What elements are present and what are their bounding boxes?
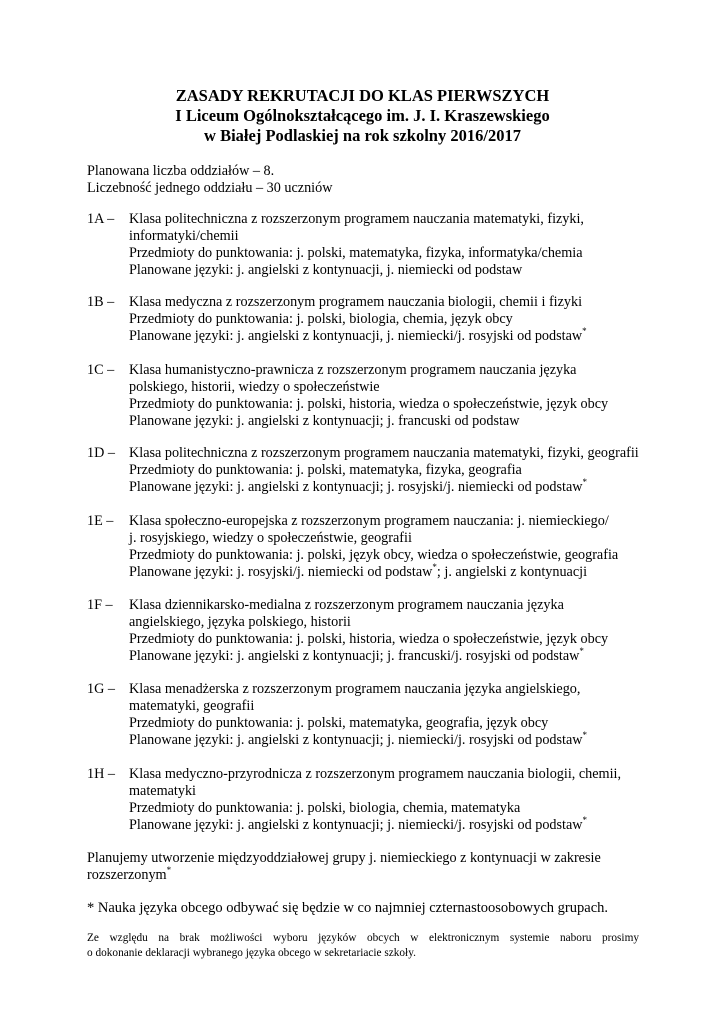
class-code: 1F – (87, 597, 113, 613)
class-code: 1G – (87, 681, 115, 697)
document-title: ZASADY REKRUTACJI DO KLAS PIERWSZYCH (175, 86, 550, 105)
scored-subjects: Przedmioty do punktowania: j. polski, matematyka, fizyka, geografia (129, 462, 522, 478)
class-description: Klasa dziennikarsko-medialna z rozszerzonym programem nauczania języka (129, 597, 564, 613)
planned-languages: Planowane języki: j. rosyjski/j. niemiecki od podstaw*; j. angielski z kontynuacji (129, 562, 588, 580)
class-code: 1D – (87, 445, 115, 461)
planned-classes-count: Planowana liczba oddziałów – 8. (87, 163, 275, 179)
scored-subjects: Przedmioty do punktowania: j. polski, historia, wiedza o społeczeństwie, język obcy (129, 396, 609, 412)
scored-subjects: Przedmioty do punktowania: j. polski, biologia, chemia, matematyka (129, 800, 521, 816)
footnote-mark: * (432, 562, 437, 572)
class-description: Klasa menadżerska z rozszerzonym programem nauczania języka angielskiego, (129, 681, 581, 697)
class-description-cont: informatyki/chemii (129, 228, 239, 244)
note-line: Ze względu na brak możliwości wyboru języków obcych w elektronicznym systemie naboru prosimy (87, 932, 639, 944)
class-description-cont: j. rosyjskiego, wiedzy o społeczeństwie, geografii (129, 530, 412, 546)
planned-languages: Planowane języki: j. angielski z kontynuacji, j. niemiecki/j. rosyjski od podstaw* (129, 326, 587, 344)
school-name: I Liceum Ogólnokształcącego im. J. I. Kraszewskiego (175, 106, 550, 125)
scored-subjects: Przedmioty do punktowania: j. polski, język obcy, wiedza o społeczeństwie, geografia (129, 547, 619, 563)
planned-languages: Planowane języki: j. angielski z kontynuacji; j. niemiecki/j. rosyjski od podstaw* (129, 815, 588, 833)
scored-subjects: Przedmioty do punktowania: j. polski, matematyka, geografia, język obcy (129, 715, 549, 731)
scored-subjects: Przedmioty do punktowania: j. polski, matematyka, fizyka, informatyka/chemia (129, 245, 583, 261)
footnote-mark: * (582, 815, 588, 825)
class-description: Klasa medyczno-przyrodnicza z rozszerzonym programem nauczania biologii, chemii, (129, 766, 622, 782)
class-description-cont: matematyki, geografii (129, 698, 255, 714)
planned-languages: Planowane języki: j. angielski z kontynuacji; j. rosyjski/j. niemiecki od podstaw* (129, 477, 588, 495)
class-description: Klasa medyczna z rozszerzonym programem nauczania biologii, chemii i fizyki (129, 294, 583, 310)
class-description: Klasa politechniczna z rozszerzonym programem nauczania matematyki, fizyki, geografii (129, 445, 639, 461)
class-description-cont: angielskiego, języka polskiego, historii (129, 614, 351, 630)
planned-languages: Planowane języki: j. angielski z kontynuacji; j. francuski od podstaw (129, 413, 520, 429)
footnote-mark: * (579, 646, 584, 656)
intro-info (87, 163, 687, 197)
note-line: o dokonanie deklaracji wybranego języka obcego w sekretariacie szkoły. (87, 947, 416, 959)
class-code: 1H – (87, 766, 115, 782)
class-code: 1E – (87, 513, 114, 529)
footnote-mark: * (582, 730, 588, 740)
footnote-mark: * (166, 865, 172, 875)
class-description-cont: polskiego, historii, wiedzy o społeczeństwie (129, 379, 380, 395)
language-declaration-note (87, 931, 639, 961)
group-note (87, 850, 647, 884)
group-note-line: Planujemy utworzenie międzyoddziałowej grupy j. niemieckiego z kontynuacji w zakresie (87, 850, 601, 866)
class-code: 1A – (87, 211, 115, 227)
footnote-text: * Nauka języka obcego odbywać się będzie w co najmniej czternastoosobowych grupach. (87, 900, 609, 916)
class-code: 1C – (87, 362, 115, 378)
class-code: 1B – (87, 294, 115, 310)
footnote-mark: * (582, 477, 588, 487)
class-description-cont: matematyki (129, 783, 196, 799)
group-note-line: rozszerzonym* (87, 865, 172, 883)
planned-languages: Planowane języki: j. angielski z kontynuacji, j. niemiecki od podstaw (129, 262, 523, 278)
planned-languages: Planowane języki: j. angielski z kontynuacji; j. francuski/j. rosyjski od podstaw* (129, 646, 584, 664)
class-size: Liczebność jednego oddziału – 30 uczniów (87, 180, 333, 196)
footnote-mark: * (582, 326, 587, 336)
class-description: Klasa społeczno-europejska z rozszerzonym programem nauczania: j. niemieckiego/ (129, 513, 609, 529)
class-description: Klasa politechniczna z rozszerzonym programem nauczania matematyki, fizyki, (129, 211, 584, 227)
class-description: Klasa humanistyczno-prawnicza z rozszerzonym programem nauczania języka (129, 362, 577, 378)
planned-languages: Planowane języki: j. angielski z kontynuacji; j. niemiecki/j. rosyjski od podstaw* (129, 730, 588, 748)
scored-subjects: Przedmioty do punktowania: j. polski, biologia, chemia, język obcy (129, 311, 513, 327)
school-year: w Białej Podlaskiej na rok szkolny 2016/2017 (204, 126, 521, 145)
scored-subjects: Przedmioty do punktowania: j. polski, historia, wiedza o społeczeństwie, język obcy (129, 631, 609, 647)
